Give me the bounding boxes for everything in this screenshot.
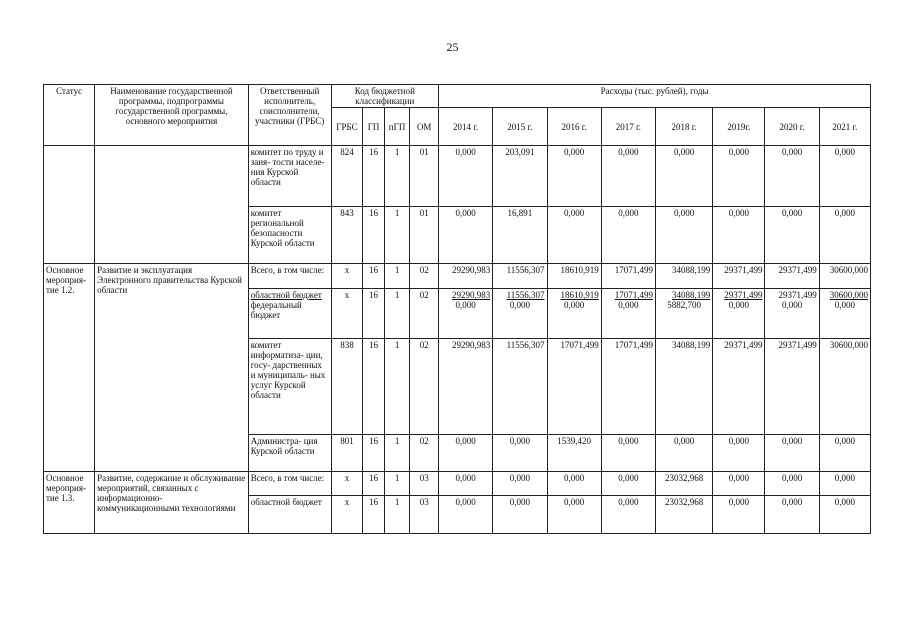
value-cell: 0,000: [601, 146, 655, 207]
value-a: 34088,199: [672, 290, 711, 300]
table-row: [44, 472, 871, 496]
gp-cell: 16: [363, 289, 384, 339]
value-cell: 0,000: [439, 146, 493, 207]
value-cell: 18610,919: [547, 264, 601, 289]
value-cell: 0,000: [765, 435, 819, 472]
gp-cell: 16: [363, 146, 384, 207]
header-year: 2017 г.: [601, 108, 655, 146]
value-cell: 30600,000: [819, 339, 870, 435]
value-cell: 0,000: [601, 496, 655, 534]
value-cell: 0,000: [819, 146, 870, 207]
value-cell: 0,000: [713, 146, 765, 207]
om-cell: 03: [410, 472, 439, 496]
value-b: 0,000: [509, 300, 530, 310]
executor-cell: комитет информатиза- ции, госу- дарственных и муниципаль- ных услуг Курской области: [248, 339, 331, 435]
status-cell: Основное мероприя- тие 1.2.: [44, 264, 95, 472]
value-cell: 29371,499: [765, 339, 819, 435]
executor-cell: комитет по труду и заня- тости населе- ния Курской области: [248, 146, 331, 207]
value-cell: 11556,307: [493, 264, 547, 289]
executor-cell: областной бюджет: [248, 496, 331, 534]
name-cell: Развитие, содержание и обслуживание мероприятий, связанных с информационно- коммуникационными технологиями: [95, 472, 249, 534]
grbs-cell: х: [331, 289, 363, 339]
value-b: 0,000: [781, 300, 803, 310]
value-cell: 0,000: [765, 146, 819, 207]
value-cell: 0,000: [713, 472, 765, 496]
value-cell: 34088,199: [655, 264, 712, 289]
value-a: 30600,000: [829, 290, 868, 300]
executor-cell: Администра- ция Курской области: [248, 435, 331, 472]
gp-cell: 16: [363, 435, 384, 472]
value-cell: [601, 289, 655, 339]
value-cell: 29290,983: [439, 339, 493, 435]
executor-cell: [248, 289, 331, 339]
value-cell: 203,091: [493, 146, 547, 207]
value-cell: 0,000: [819, 496, 870, 534]
pgp-cell: 1: [384, 146, 410, 207]
header-om: ОМ: [410, 108, 439, 146]
value-cell: 0,000: [493, 496, 547, 534]
gp-cell: 16: [363, 207, 384, 264]
value-cell: 0,000: [493, 472, 547, 496]
value-cell: 0,000: [819, 207, 870, 264]
gp-cell: 16: [363, 496, 384, 534]
header-pgp: пГП: [384, 108, 410, 146]
value-cell: 0,000: [547, 146, 601, 207]
grbs-cell: 838: [331, 339, 363, 435]
grbs-cell: х: [331, 264, 363, 289]
header-year: 2021 г.: [819, 108, 870, 146]
header-expenses-group: Расходы (тыс. рублей), годы: [439, 85, 871, 108]
header-year: 2016 г.: [547, 108, 601, 146]
value-cell: 29371,499: [713, 264, 765, 289]
executor-label: областной бюджет: [250, 290, 322, 300]
page-number: 25: [446, 40, 459, 54]
value-cell: 0,000: [765, 472, 819, 496]
pgp-cell: 1: [384, 496, 410, 534]
value-cell: 0,000: [655, 435, 712, 472]
om-cell: 02: [410, 289, 439, 339]
value-cell: [765, 289, 819, 339]
header-year: 2015 г.: [493, 108, 547, 146]
header-year: 2019г.: [713, 108, 765, 146]
value-b: 0,000: [834, 300, 855, 310]
header-year: 2020 г.: [765, 108, 819, 146]
value-a: 17071,499: [614, 290, 653, 300]
budget-table: [43, 84, 871, 534]
name-cell: [95, 146, 249, 264]
status-cell: [44, 146, 95, 264]
value-cell: 0,000: [601, 207, 655, 264]
value-cell: 1539,420: [547, 435, 601, 472]
pgp-cell: 1: [384, 435, 410, 472]
grbs-cell: х: [331, 496, 363, 534]
value-cell: 0,000: [713, 496, 765, 534]
value-a: 29371,499: [724, 290, 763, 300]
table-row: [44, 146, 871, 207]
header-executor: Ответственный исполнитель, соисполнители, участники (ГРБС): [248, 85, 331, 146]
value-cell: [493, 289, 547, 339]
value-cell: 0,000: [713, 435, 765, 472]
value-b: 0,000: [728, 300, 749, 310]
value-cell: 29371,499: [765, 264, 819, 289]
grbs-cell: 824: [331, 146, 363, 207]
grbs-cell: 843: [331, 207, 363, 264]
value-cell: 17071,499: [601, 264, 655, 289]
value-cell: 0,000: [547, 496, 601, 534]
pgp-cell: 1: [384, 207, 410, 264]
value-b: 0,000: [455, 300, 476, 310]
header-year: 2014 г.: [439, 108, 493, 146]
value-cell: 0,000: [655, 207, 712, 264]
om-cell: 02: [410, 435, 439, 472]
value-cell: [819, 289, 870, 339]
header-name: Наименование государственной программы, подпрограммы государственной программы, основного мероприятия: [95, 85, 249, 146]
executor-cell: комитет региональной безопасности Курской области: [248, 207, 331, 264]
value-cell: 0,000: [439, 435, 493, 472]
pgp-cell: 1: [384, 289, 410, 339]
value-cell: 23032,968: [655, 472, 712, 496]
executor-cell: Всего, в том числе:: [248, 472, 331, 496]
value-cell: 16,891: [493, 207, 547, 264]
grbs-cell: х: [331, 472, 363, 496]
value-a: 18610,919: [560, 290, 599, 300]
value-cell: 0,000: [547, 207, 601, 264]
gp-cell: 16: [363, 264, 384, 289]
om-cell: 01: [410, 207, 439, 264]
value-cell: 0,000: [439, 207, 493, 264]
value-a: 29371,499: [778, 290, 817, 300]
pgp-cell: 1: [384, 264, 410, 289]
value-cell: 0,000: [601, 472, 655, 496]
header-gp: ГП: [363, 108, 384, 146]
pgp-cell: 1: [384, 339, 410, 435]
value-a: 11556,307: [506, 290, 545, 300]
value-cell: 0,000: [819, 435, 870, 472]
value-cell: 23032,968: [655, 496, 712, 534]
value-cell: 0,000: [655, 146, 712, 207]
value-cell: 0,000: [765, 207, 819, 264]
pgp-cell: 1: [384, 472, 410, 496]
header-grbs: ГРБС: [331, 108, 363, 146]
om-cell: 03: [410, 496, 439, 534]
value-cell: [547, 289, 601, 339]
header-year: 2018 г.: [655, 108, 712, 146]
status-cell: Основное мероприя- тие 1.3.: [44, 472, 95, 534]
value-cell: 0,000: [439, 472, 493, 496]
value-cell: [439, 289, 493, 339]
value-a: 29290,983: [452, 290, 491, 300]
executor-label: федеральный бюджет: [250, 300, 302, 320]
value-b: 0,000: [618, 300, 639, 310]
value-cell: [713, 289, 765, 339]
value-cell: 29371,499: [713, 339, 765, 435]
om-cell: 02: [410, 264, 439, 289]
executor-cell: Всего, в том числе:: [248, 264, 331, 289]
value-cell: 0,000: [713, 207, 765, 264]
value-cell: 34088,199: [655, 339, 712, 435]
table-row: [44, 264, 871, 289]
grbs-cell: 801: [331, 435, 363, 472]
value-cell: 30600,000: [819, 264, 870, 289]
value-cell: 0,000: [819, 472, 870, 496]
value-cell: 0,000: [439, 496, 493, 534]
value-cell: 17071,499: [547, 339, 601, 435]
value-cell: 0,000: [547, 472, 601, 496]
header-status: Статус: [44, 85, 95, 146]
value-cell: 0,000: [601, 435, 655, 472]
value-cell: [655, 289, 712, 339]
value-cell: 0,000: [765, 496, 819, 534]
name-cell: Развитие и эксплуатация Электронного правительства Курской области: [95, 264, 249, 472]
value-cell: 17071,499: [601, 339, 655, 435]
header-code-group: Код бюджетной классификации: [331, 85, 438, 108]
value-b: 5882,700: [667, 300, 701, 310]
gp-cell: 16: [363, 339, 384, 435]
value-cell: 0,000: [493, 435, 547, 472]
om-cell: 02: [410, 339, 439, 435]
gp-cell: 16: [363, 472, 384, 496]
value-cell: 29290,983: [439, 264, 493, 289]
value-b: 0,000: [563, 300, 585, 310]
om-cell: 01: [410, 146, 439, 207]
value-cell: 11556,307: [493, 339, 547, 435]
